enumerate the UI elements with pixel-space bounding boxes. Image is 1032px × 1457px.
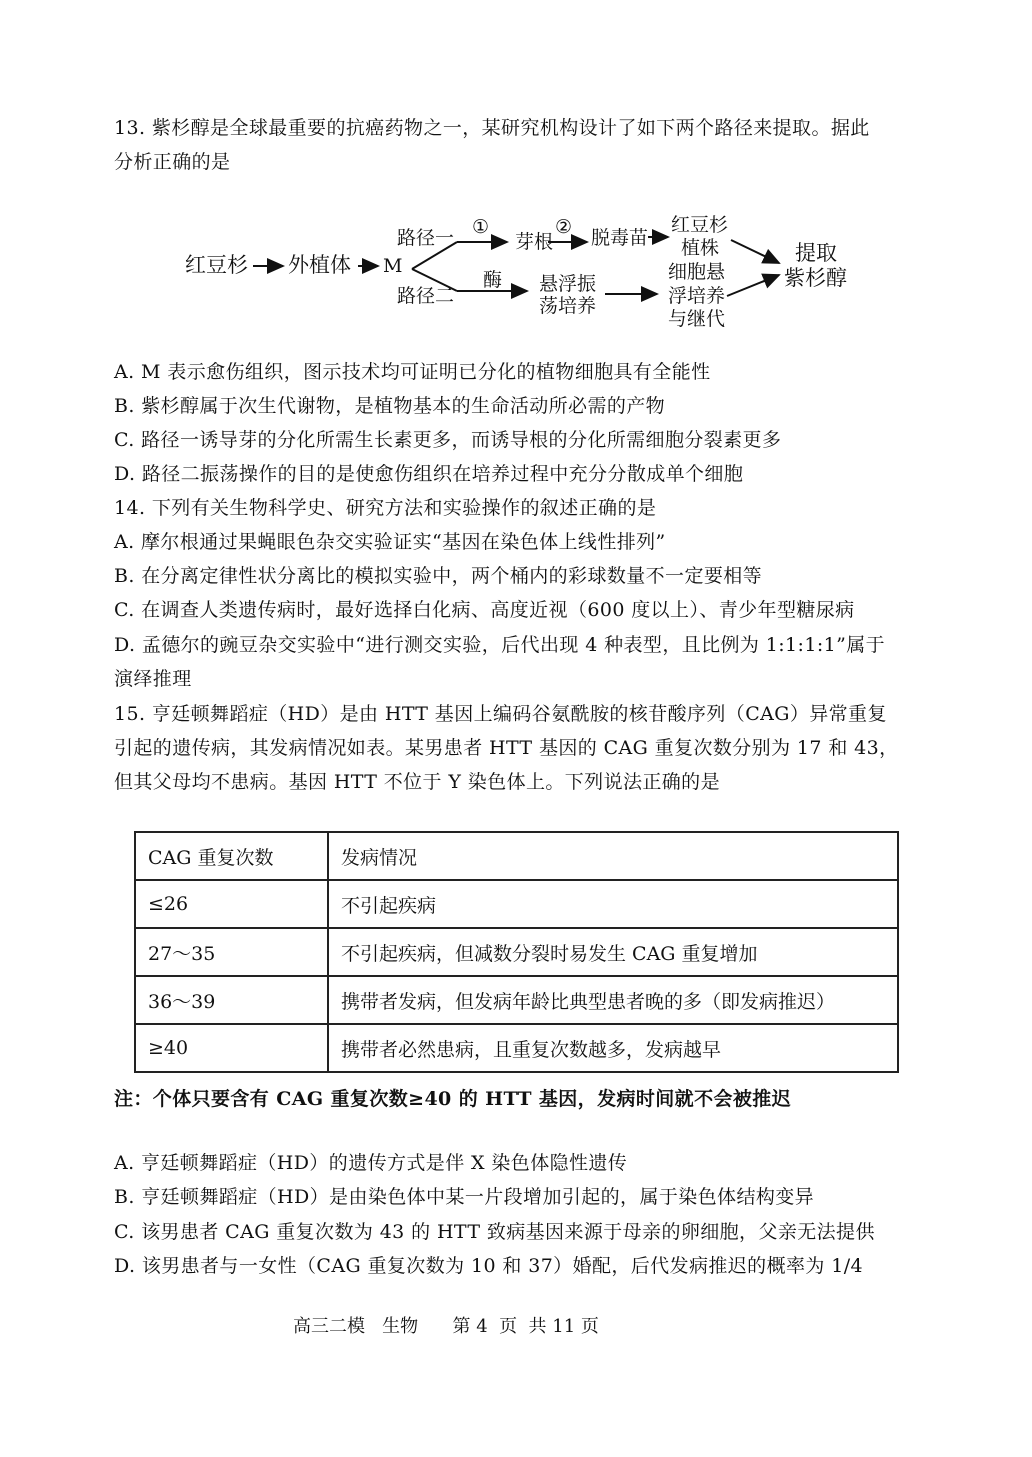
- diagram-enzyme: 酶: [483, 269, 503, 291]
- q14-option-d: D. 孟德尔的豌豆杂交实验中“进行测交实验，后代出现 4 种表型，且比例为 1:1:1:1”属于: [114, 634, 886, 656]
- q13-stem-line1: 13. 紫杉醇是全球最重要的抗癌药物之一，某研究机构设计了如下两个路径来提取。据此: [114, 117, 870, 139]
- table-cell: 携带者必然患病，且重复次数越多，发病越早: [328, 1024, 898, 1072]
- diagram-cell-line1: 细胞悬: [668, 261, 726, 283]
- q15-option-a: A. 亨廷顿舞蹈症（HD）的遗传方式是伴 X 染色体隐性遗传: [114, 1152, 628, 1174]
- diagram-m: M: [383, 255, 403, 277]
- diagram-suspension-line1: 悬浮振: [539, 273, 597, 295]
- diagram-plant-line1: 红豆杉: [671, 214, 729, 236]
- q14-stem: 14. 下列有关生物科学史、研究方法和实验操作的叙述正确的是: [114, 497, 657, 519]
- q14-option-d-cont: 演绎推理: [114, 668, 192, 690]
- diagram-bud-root: 芽根: [515, 231, 554, 253]
- q14-option-c: C. 在调查人类遗传病时，最好选择白化病、高度近视（600 度以上）、青少年型糖尿病: [114, 599, 855, 621]
- table-cell: 27～35: [135, 928, 328, 976]
- table-row: [135, 880, 898, 928]
- q14-option-a: A. 摩尔根通过果蝇眼色杂交实验证实“基因在染色体上线性排列”: [114, 531, 666, 553]
- diagram-step1: ①: [472, 216, 490, 238]
- table-cell: 携带者发病，但发病年龄比典型患者晚的多（即发病推迟）: [328, 976, 898, 1024]
- diagram-path1-label: 路径一: [397, 227, 455, 249]
- q14-option-b: B. 在分离定律性状分离比的模拟实验中，两个桶内的彩球数量不一定要相等: [114, 565, 763, 587]
- table-row: [135, 976, 898, 1024]
- table-cell: 36～39: [135, 976, 328, 1024]
- q15-stem-line3: 但其父母均不患病。基因 HTT 不位于 Y 染色体上。下列说法正确的是: [114, 771, 720, 793]
- table-header-cell: CAG 重复次数: [135, 832, 328, 880]
- table-cell: ≤26: [135, 880, 328, 928]
- table-header-cell: 发病情况: [328, 832, 898, 880]
- q13-flow-diagram: [175, 206, 865, 341]
- diagram-start: 红豆杉: [185, 253, 248, 277]
- q15-stem-line2: 引起的遗传病，其发病情况如表。某男患者 HTT 基因的 CAG 重复次数分别为 17 和 43，: [114, 737, 899, 759]
- diagram-path2-label: 路径二: [397, 285, 455, 307]
- diagram-arrows: [175, 206, 865, 341]
- q13-option-a: A. M 表示愈伤组织，图示技术均可证明已分化的植物细胞具有全能性: [114, 361, 711, 383]
- q15-option-d: D. 该男患者与一女性（CAG 重复次数为 10 和 37）婚配，后代发病推迟的概率为 1/4: [114, 1255, 864, 1277]
- diagram-explant: 外植体: [288, 253, 351, 277]
- q15-stem-line1: 15. 亨廷顿舞蹈症（HD）是由 HTT 基因上编码谷氨酰胺的核苷酸序列（CAG）异常重复: [114, 703, 887, 725]
- table-cell: 不引起疾病，但减数分裂时易发生 CAG 重复增加: [328, 928, 898, 976]
- diagram-extract-line1: 提取: [795, 241, 837, 265]
- diagram-cell-line2: 浮培养: [668, 285, 726, 307]
- q15-table-note: 注：个体只要含有 CAG 重复次数≥40 的 HTT 基因，发病时间就不会被推迟: [114, 1088, 792, 1110]
- table-cell: ≥40: [135, 1024, 328, 1072]
- table-cell: 不引起疾病: [328, 880, 898, 928]
- cag-table: [134, 831, 899, 1073]
- table-row: [135, 928, 898, 976]
- diagram-suspension-line2: 荡培养: [539, 295, 597, 317]
- diagram-virus-free: 脱毒苗: [591, 227, 649, 249]
- diagram-extract-line2: 紫杉醇: [784, 266, 847, 290]
- page-footer: 高三二模 生物 第 4 页 共 11 页: [293, 1316, 599, 1337]
- q15-option-b: B. 亨廷顿舞蹈症（HD）是由染色体中某一片段增加引起的，属于染色体结构变异: [114, 1186, 815, 1208]
- diagram-step2: ②: [555, 216, 573, 238]
- q13-option-d: D. 路径二振荡操作的目的是使愈伤组织在培养过程中充分分散成单个细胞: [114, 463, 744, 485]
- table-header-row: [135, 832, 898, 880]
- q15-option-c: C. 该男患者 CAG 重复次数为 43 的 HTT 致病基因来源于母亲的卵细胞，父亲无法提供: [114, 1221, 875, 1243]
- diagram-plant-line2: 植株: [681, 237, 720, 259]
- diagram-cell-line3: 与继代: [668, 308, 726, 330]
- table-row: [135, 1024, 898, 1072]
- q13-option-b: B. 紫杉醇属于次生代谢物，是植物基本的生命活动所必需的产物: [114, 395, 666, 417]
- q13-option-c: C. 路径一诱导芽的分化所需生长素更多，而诱导根的分化所需细胞分裂素更多: [114, 429, 782, 451]
- q13-stem-line2: 分析正确的是: [114, 151, 231, 173]
